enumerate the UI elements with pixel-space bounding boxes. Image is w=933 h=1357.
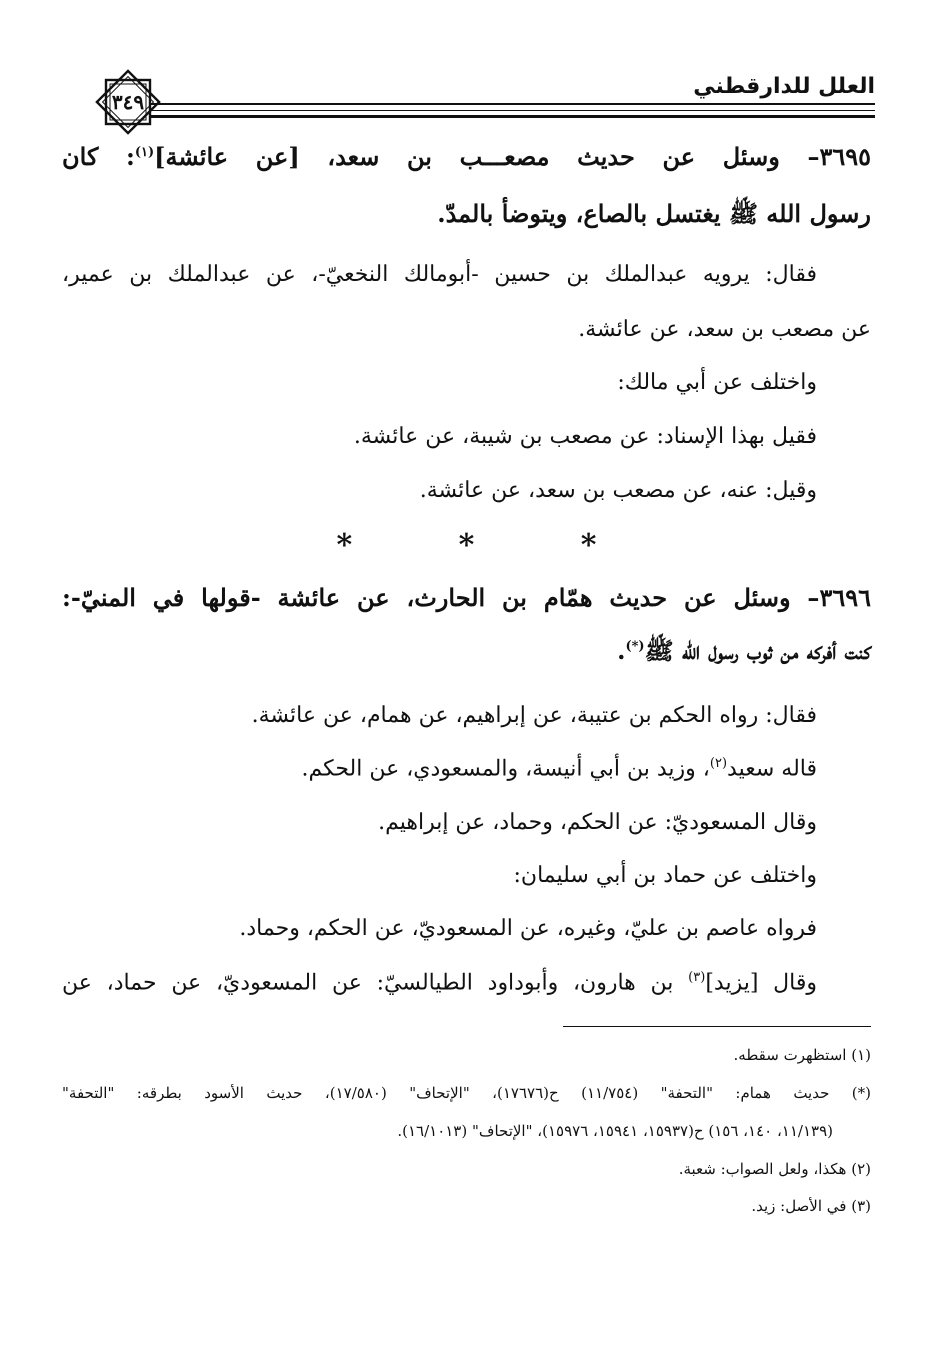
body-line: وقيل: عنه، عن مصعب بن سعد، عن عائشة. [419, 478, 817, 503]
footnote-1: (١) استظهرت سقطه. [733, 1046, 871, 1064]
header-rule [150, 115, 875, 118]
body-line [62, 970, 817, 995]
book-title: العلل للدارقطني [693, 74, 875, 99]
body-line: عن مصعب بن سعد، عن عائشة. [578, 317, 871, 342]
body-line: واختلف عن حماد بن أبي سليمان: [513, 863, 817, 888]
body-line: وقال المسعوديّ: عن الحكم، وحماد، عن إبراهيم. [378, 810, 817, 835]
body-text: قاله سعيد [727, 756, 817, 782]
entry-text: ٣٦٩٥– وسئل عن حديث مصعـــب بن سعد، [عن عائشة] [154, 142, 872, 171]
header-rule [150, 103, 875, 105]
entry-3695-line-2: رسول الله ﷺ يغتسل بالصاع، ويتوضأ بالمدّ. [437, 199, 871, 228]
footnote-ref-star: (*) [625, 639, 645, 654]
footnote-ref-3: (٣) [688, 970, 706, 985]
body-line: فرواه عاصم بن عليّ، وغيره، عن المسعوديّ، عن الحكم، وحماد. [239, 916, 817, 941]
body-line: واختلف عن أبي مالك: [617, 370, 817, 395]
footnote-ref-2: (٢) [709, 756, 728, 771]
footnote-star: (*) حديث همام: "التحفة" (١١/٧٥٤) ح(١٧٦٧٦)، "الإتحاف" (١٧/٥٨٠)، حديث الأسود بطرقه: "التحفة" [62, 1084, 872, 1102]
entry-text-tail: : كان [62, 142, 135, 171]
header-rule [150, 110, 875, 111]
entry-3696-line-2 [62, 636, 871, 671]
body-line: فقيل بهذا الإسناد: عن مصعب بن شيبة، عن عائشة. [353, 424, 817, 449]
footnote-ref-1: (١) [134, 145, 155, 160]
body-line: فقال: يرويه عبدالملك بن حسين -أبومالك النخعيّ-، عن عبدالملك بن عمير، [62, 262, 817, 287]
body-text: وقال [يزيد] [705, 970, 817, 996]
footnote-3: (٣) في الأصل: زيد. [751, 1197, 871, 1215]
entry-text: كنت أفركه من ثوب رسول الله ﷺ [644, 636, 871, 665]
section-separator: * * * [336, 528, 645, 563]
entry-3696-line-1: ٣٦٩٦– وسئل عن حديث همّام بن الحارث، عن عائشة -قولها في المنيّ-: [62, 583, 871, 612]
footnote-star-cont: (١١/١٣٩، ١٤٠، ١٥٦) ح(١٥٩٣٧، ١٥٩٤١، ١٥٩٧٦)، "الإتحاف" (١٦/١٠١٣). [397, 1122, 833, 1140]
period: . [617, 636, 626, 665]
footnote-2: (٢) هكذا، ولعل الصواب: شعبة. [678, 1160, 871, 1178]
body-text: بن هارون، وأبوداود الطيالسيّ: عن المسعوديّ، عن حماد، عن [62, 970, 689, 996]
body-text: ، وزيد بن أبي أنيسة، والمسعودي، عن الحكم. [301, 756, 710, 782]
body-line: فقال: رواه الحكم بن عتيبة، عن إبراهيم، عن همام، عن عائشة. [251, 703, 817, 728]
footnote-divider [563, 1026, 871, 1027]
entry-3695-line-1 [62, 142, 871, 171]
body-line [62, 756, 817, 781]
page-number: ٣٤٩ [111, 90, 145, 114]
